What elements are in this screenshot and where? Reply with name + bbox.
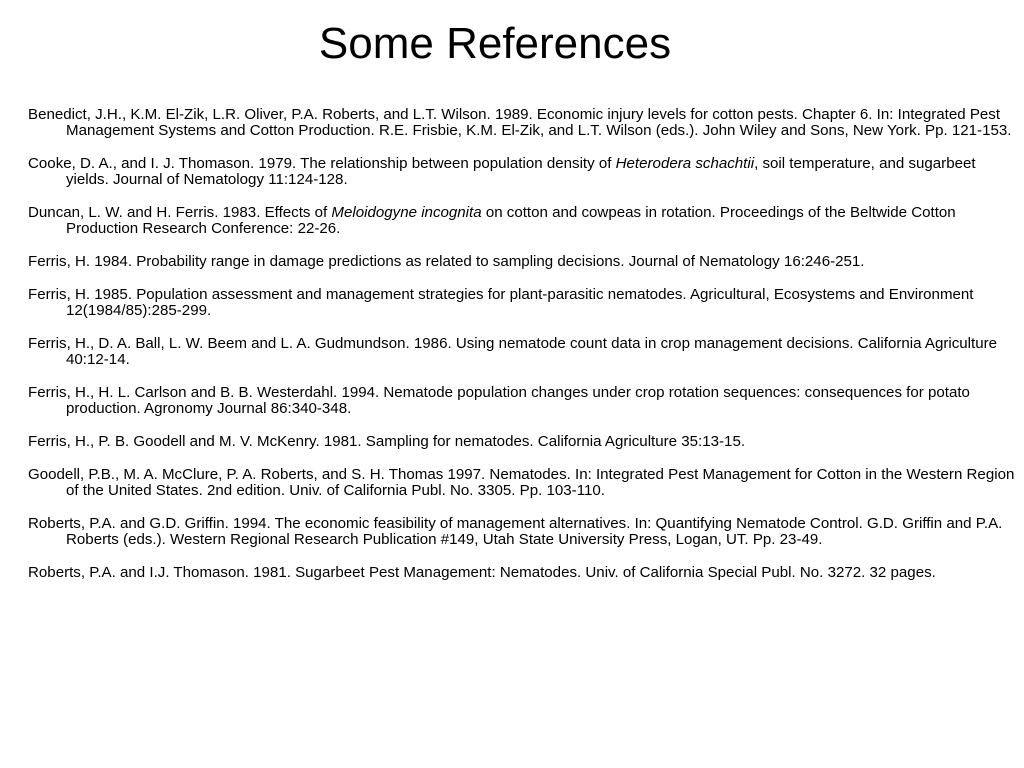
reference-text: Cooke, D. A., and I. J. Thomason. 1979. The relationship between population density of: [28, 155, 616, 172]
reference-text: Ferris, H. 1984. Probability range in damage predictions as related to sampling decisions. Journal of Nematology 16:246-251.: [28, 253, 865, 270]
species-name: Heterodera schachtii: [615, 155, 755, 172]
reference-text: on cotton and cowpeas in rotation. Proceedings of the Beltwide Cotton Production Research Conference: 22-26.: [66, 204, 956, 237]
reference-text: Goodell, P.B., M. A. McClure, P. A. Roberts, and S. H. Thomas 1997. Nematodes. In: Integrated Pest Management for Cotton in the Western Region of the United States. 2nd edition. Univ. of California Publ. No. 3305. Pp. 103-110.: [28, 466, 1015, 499]
reference-text: Ferris, H., P. B. Goodell and M. V. McKenry. 1981. Sampling for nematodes. California Agriculture 35:13-15.: [28, 433, 746, 450]
reference-text: Ferris, H., D. A. Ball, L. W. Beem and L. A. Gudmundson. 1986. Using nematode count data in crop management decisions. California Agriculture 40:12-14.: [28, 335, 998, 368]
reference-item: [28, 565, 1016, 581]
reference-text: Roberts, P.A. and I.J. Thomason. 1981. Sugarbeet Pest Management: Nematodes. Univ. of California Special Publ. No. 3272. 32 pages.: [28, 564, 936, 581]
species-name: Meloidogyne incognita: [331, 204, 482, 221]
reference-item: [28, 254, 1016, 270]
page-title: Some References: [318, 19, 672, 68]
reference-text: Ferris, H. 1985. Population assessment and management strategies for plant-parasitic nematodes. Agricultural, Ecosystems and Environment 12(1984/85):285-299.: [28, 286, 974, 319]
reference-text: Ferris, H., H. L. Carlson and B. B. Westerdahl. 1994. Nematode population changes under crop rotation sequences: consequences for potato production. Agronomy Journal 86:340-348.: [28, 384, 970, 417]
reference-item: [28, 107, 1016, 139]
reference-text: Duncan, L. W. and H. Ferris. 1983. Effects of: [28, 204, 332, 221]
reference-item: [28, 467, 1016, 499]
reference-text: , soil temperature, and sugarbeet yields. Journal of Nematology 11:124-128.: [66, 155, 976, 188]
reference-item: [28, 156, 1016, 188]
reference-text: Benedict, J.H., K.M. El-Zik, L.R. Oliver, P.A. Roberts, and L.T. Wilson. 1989. Economic injury levels for cotton pests. Chapter 6. In: Integrated Pest Management Systems and Cotton Production. R.E. Frisbie, K.M. El-Zik, and L.T. Wilson (eds.). John Wiley and Sons, New York. Pp. 121-153.: [28, 106, 1012, 139]
reference-list: [28, 107, 1016, 581]
reference-item: [28, 434, 1016, 450]
reference-item: [28, 336, 1016, 368]
reference-text: Roberts, P.A. and G.D. Griffin. 1994. The economic feasibility of management alternatives. In: Quantifying Nematode Control. G.D. Griffin and P.A. Roberts (eds.). Western Regional Research Publication #149, Utah State University Press, Logan, UT. Pp. 23-49.: [28, 515, 1003, 548]
reference-item: [28, 385, 1016, 417]
reference-item: [28, 516, 1016, 548]
reference-item: [28, 205, 1016, 237]
reference-item: [28, 287, 1016, 319]
